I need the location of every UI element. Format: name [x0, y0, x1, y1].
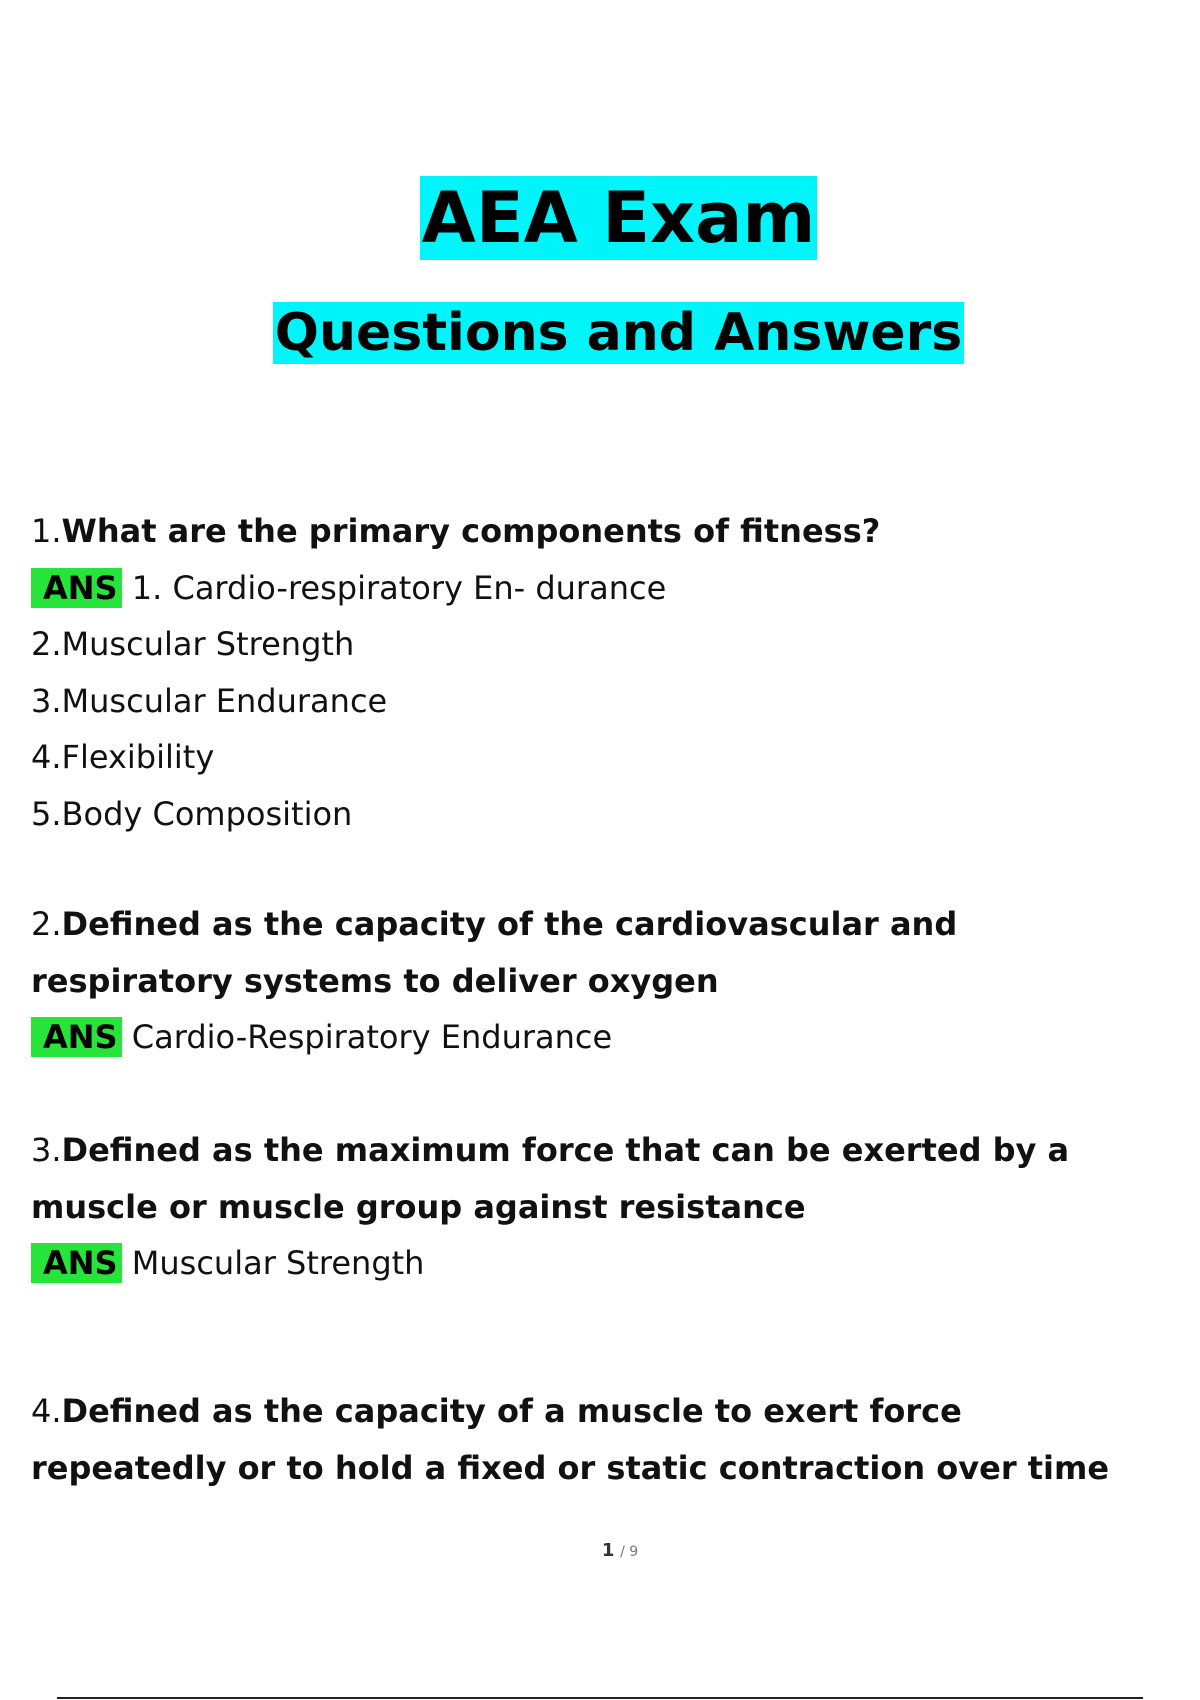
question-2-prompt-cont: respiratory systems to deliver oxygen: [31, 961, 719, 1000]
question-2: [31, 896, 1141, 1066]
total-pages: / 9: [620, 1544, 639, 1560]
question-4-prompt-cont: repeatedly or to hold a fixed or static contraction over time: [31, 1448, 1110, 1487]
question-2-answer: [31, 1009, 1141, 1066]
current-page: 1: [601, 1540, 615, 1561]
ans-badge: ANS: [31, 1017, 122, 1057]
question-4: [31, 1383, 1141, 1496]
question-1-answer: [31, 560, 1141, 617]
title-text: AEA Exam: [421, 177, 816, 259]
question-2-prompt: 2.Defined as the capacity of the cardiovascular and: [31, 905, 958, 943]
answer-list-item: 4.Flexibility: [31, 738, 215, 776]
answer-text: Muscular Strength: [131, 1244, 425, 1282]
question-3-answer: [31, 1235, 1141, 1292]
question-3-prompt: 3.Defined as the maximum force that can be exerted by a: [31, 1131, 1070, 1169]
answer-text: Cardio-Respiratory Endurance: [131, 1018, 613, 1056]
page-subtitle: [0, 302, 1200, 364]
page-number: [0, 1540, 1200, 1561]
answer-list-item: 2.Muscular Strength: [31, 625, 355, 663]
page-title: [0, 176, 1200, 260]
question-3-prompt-cont: muscle or muscle group against resistance: [31, 1187, 806, 1226]
ans-badge: ANS: [31, 1243, 122, 1283]
bottom-divider: [57, 1697, 1143, 1699]
answer-list-item: 5.Body Composition: [31, 794, 353, 833]
question-4-prompt: 4.Defined as the capacity of a muscle to exert force: [31, 1392, 962, 1430]
subtitle-text: Questions and Answers: [274, 303, 963, 363]
answer-list-item: 3.Muscular Endurance: [31, 681, 388, 720]
question-3: [31, 1122, 1141, 1292]
answer-text: 1. Cardio-respiratory En- durance: [131, 568, 667, 607]
ans-badge: ANS: [31, 568, 122, 608]
question-1-prompt: 1.What are the primary components of fitness?: [31, 512, 881, 550]
question-1: [31, 503, 1141, 842]
